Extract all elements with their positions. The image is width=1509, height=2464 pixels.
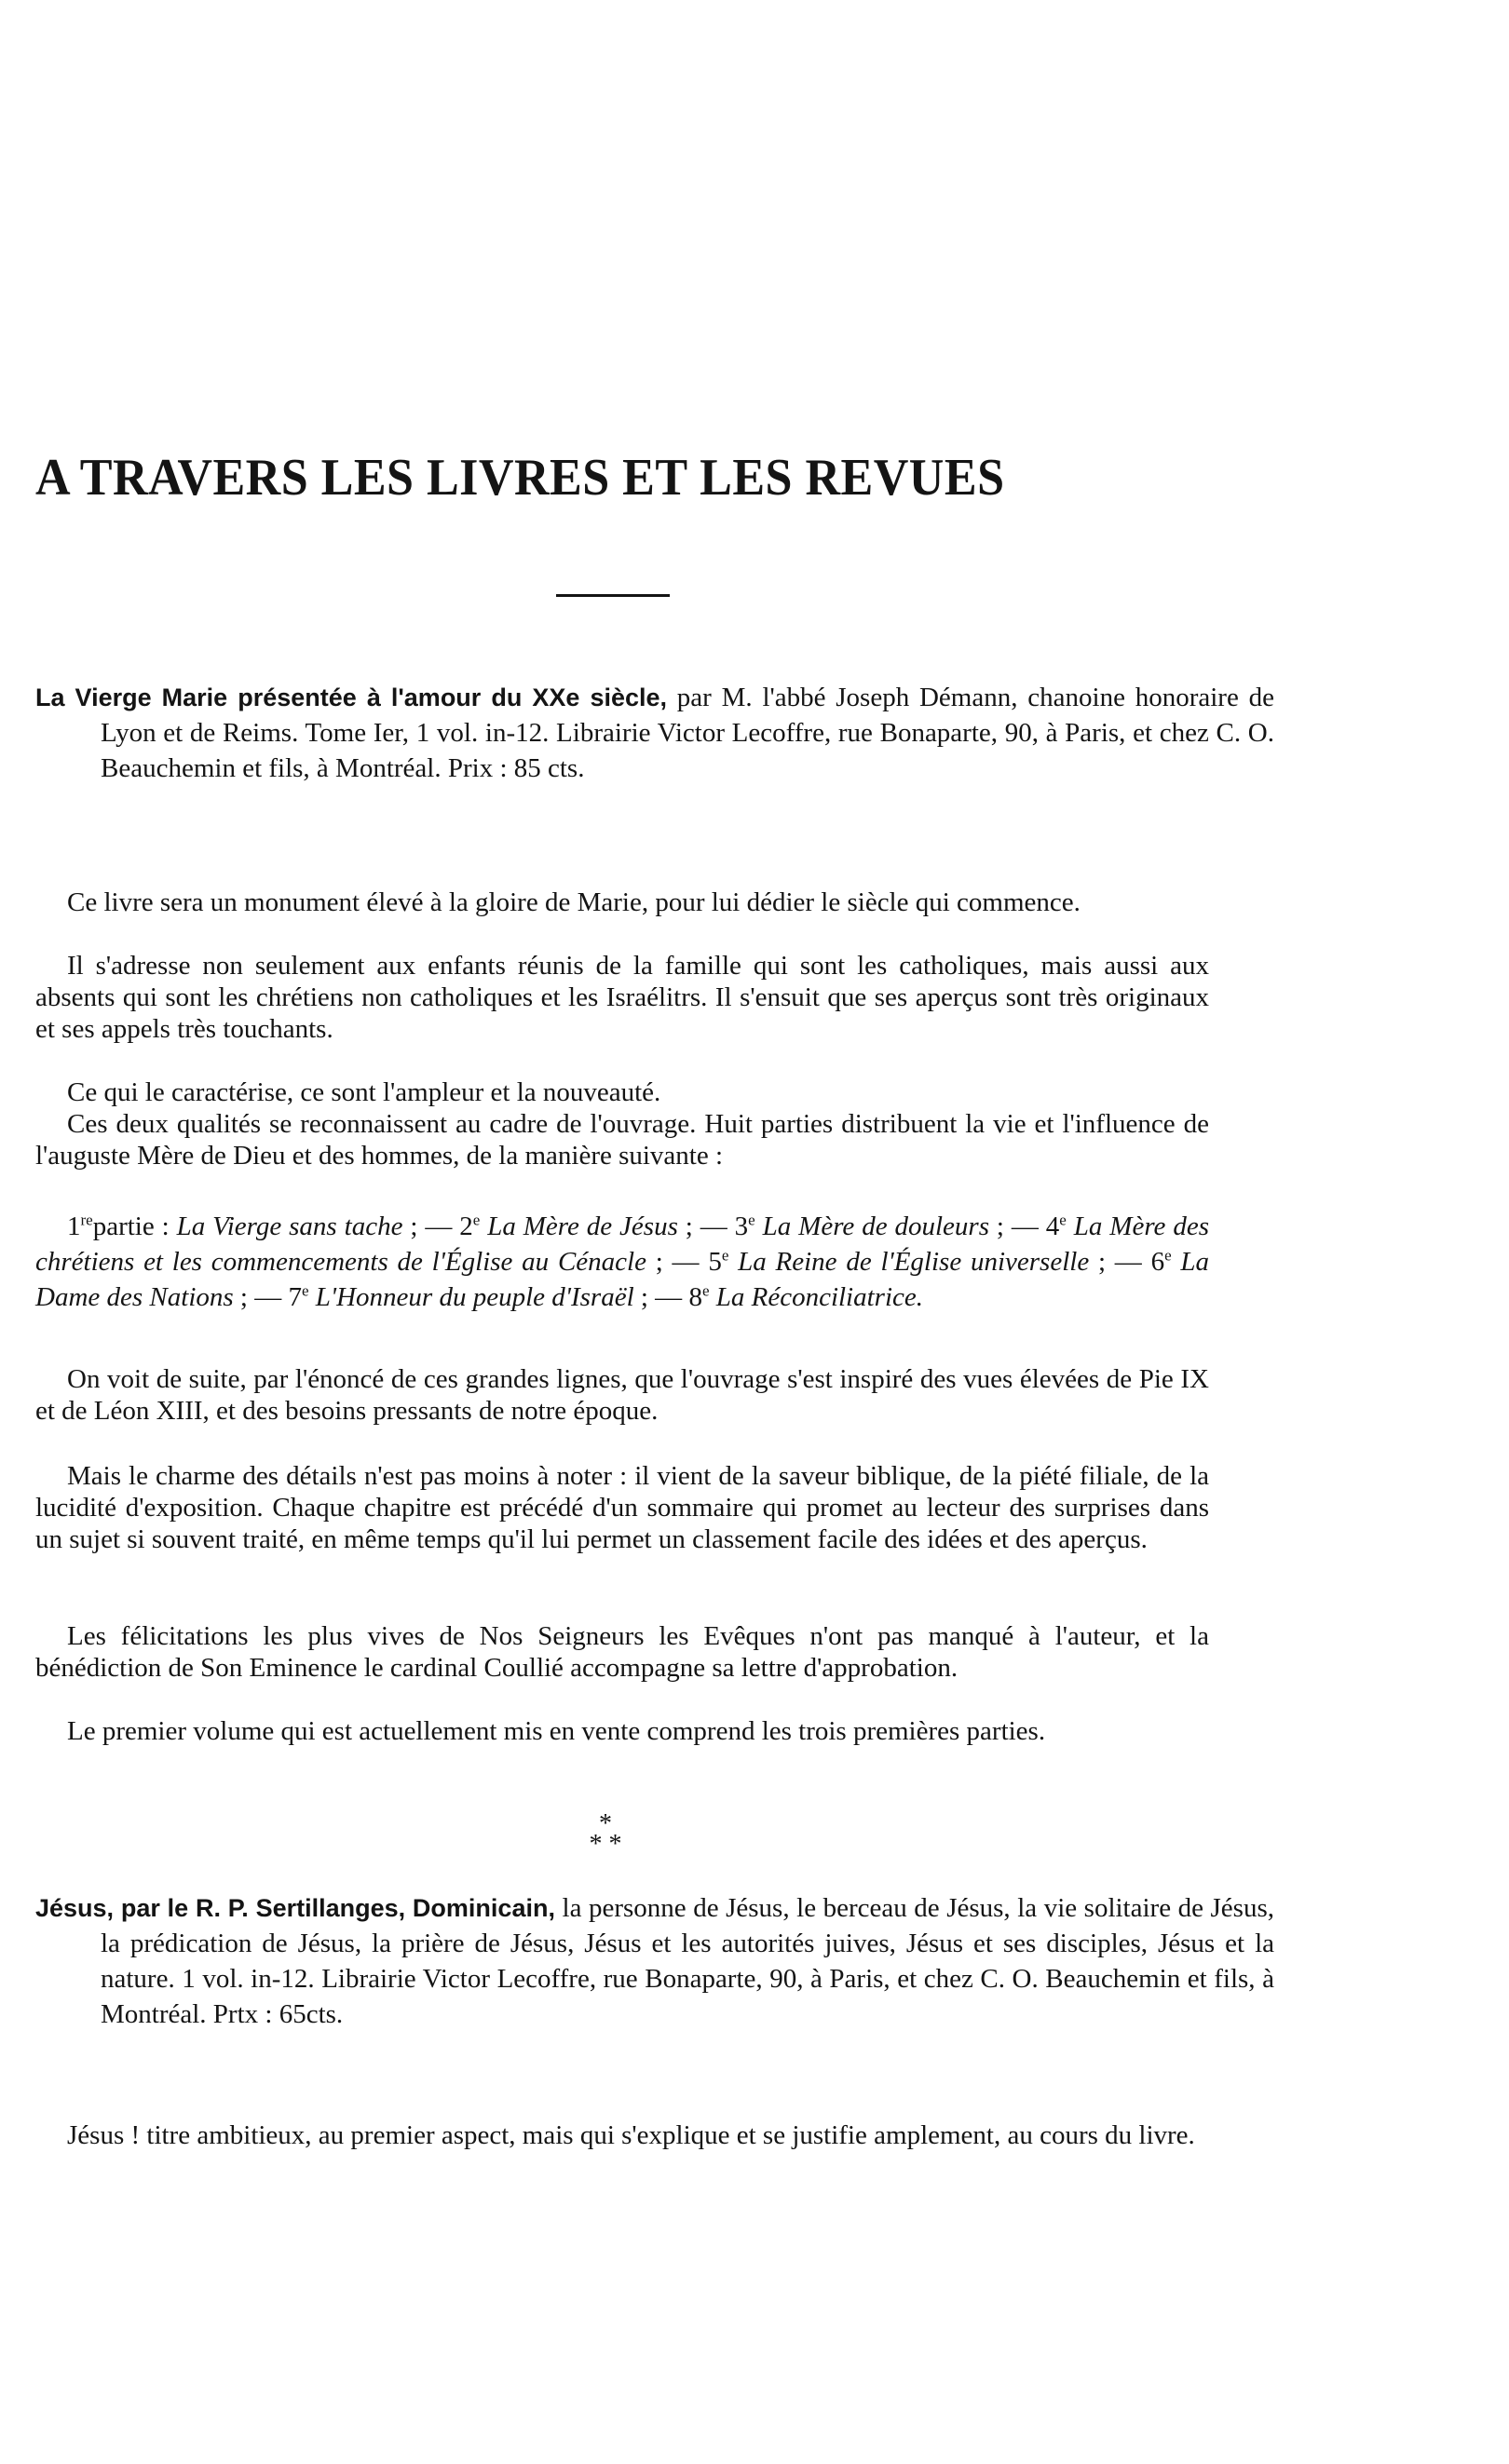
- part-item: 4e La Mère des chrétiens et les commencements de l'Église au Cénacle ; —: [35, 1211, 1209, 1277]
- review-paragraph: Jésus ! titre ambitieux, au premier aspect, mais qui s'explique et se justifie amplement, au cours du livre.: [67, 2120, 1195, 2150]
- book-entry-header: [35, 680, 1274, 786]
- review-paragraph: Le premier volume qui est actuellement mis en vente comprend les trois premières parties.: [67, 1716, 1046, 1746]
- part-item: 2e La Mère de Jésus ; —: [459, 1211, 735, 1241]
- section-separator: [550, 1809, 661, 1870]
- part-item: 6e La Dame des Nations ; —: [35, 1246, 1210, 1312]
- part-item: 1repartie : La Vierge sans tache ; —: [67, 1211, 460, 1241]
- parts-list: [35, 1209, 1209, 1315]
- review-paragraph: Mais le charme des détails n'est pas moins à noter : il vient de la saveur biblique, de la piété filiale, de la lucidité d'exposition. Chaque chapitre est précédé d'un sommaire qui promet au lecteur des surprises dans un sujet si souvent traité, en même temps qu'il lui permet un classement facile des idées et des aperçus.: [35, 1461, 1209, 1554]
- page-title: A TRAVERS LES LIVRES ET LES REVUES: [35, 449, 1005, 507]
- review-paragraph: Ces deux qualités se reconnaissent au cadre de l'ouvrage. Huit parties distribuent la vie et l'influence de l'auguste Mère de Dieu et des hommes, de la manière suivante :: [35, 1109, 1209, 1171]
- book-title: Jésus, par le R. P. Sertillanges, Dominicain,: [35, 1894, 555, 1922]
- review-paragraph: Ce livre sera un monument élevé à la gloire de Marie, pour lui dédier le siècle qui commence.: [67, 887, 1081, 917]
- review-paragraph: Les félicitations les plus vives de Nos Seigneurs les Evêques n'ont pas manqué à l'auteur, et la bénédiction de Son Eminence le cardinal Coullié accompagne sa lettre d'approbation.: [35, 1621, 1209, 1683]
- part-item: 7e L'Honneur du peuple d'Israël ; —: [288, 1281, 689, 1312]
- book-details: la personne de Jésus, le berceau de Jésus, la vie solitaire de Jésus, la prédication de Jésus, la prière de Jésus, Jésus et les autorités juives, Jésus et ses disciples, Jésus et la nature. 1 vol. in-12. Librairie Victor Lecoffre, rue Bonaparte, 90, à Paris, et chez C. O. Beauchemin et fils, à Montréal. Prtx : 65cts.: [101, 1893, 1275, 2029]
- separator-top-star: *: [599, 1809, 612, 1838]
- review-paragraph: Il s'adresse non seulement aux enfants réunis de la famille qui sont les catholiques, mais aussi aux absents qui sont les chrétiens non catholiques et les Israélitrs. Il s'ensuit que ses aperçus sont très originaux et ses appels très touchants.: [35, 951, 1209, 1044]
- book-entry-header: [35, 1890, 1274, 2032]
- book-title: La Vierge Marie présentée à l'amour du XXe siècle,: [35, 684, 668, 711]
- book-details: par M. l'abbé Joseph Démann, chanoine honoraire de Lyon et de Reims. Tome Ier, 1 vol. in-12. Librairie Victor Lecoffre, rue Bonaparte, 90, à Paris, et chez C. O. Beauchemin et fils, à Montréal. Prix : 85 cts.: [101, 683, 1274, 783]
- review-paragraph: On voit de suite, par l'énoncé de ces grandes lignes, que l'ouvrage s'est inspiré des vues élevées de Pie IX et de Léon XIII, et des besoins pressants de notre époque.: [35, 1364, 1209, 1426]
- part-item: 3e La Mère de douleurs ; —: [734, 1211, 1046, 1241]
- part-item: 8e La Réconciliatrice.: [688, 1281, 924, 1312]
- review-paragraph: Ce qui le caractérise, ce sont l'ampleur et la nouveauté.: [67, 1077, 661, 1107]
- part-item: 5e La Reine de l'Église universelle ; —: [708, 1246, 1151, 1277]
- separator-bottom-stars: * *: [589, 1830, 622, 1859]
- title-rule: [556, 594, 670, 597]
